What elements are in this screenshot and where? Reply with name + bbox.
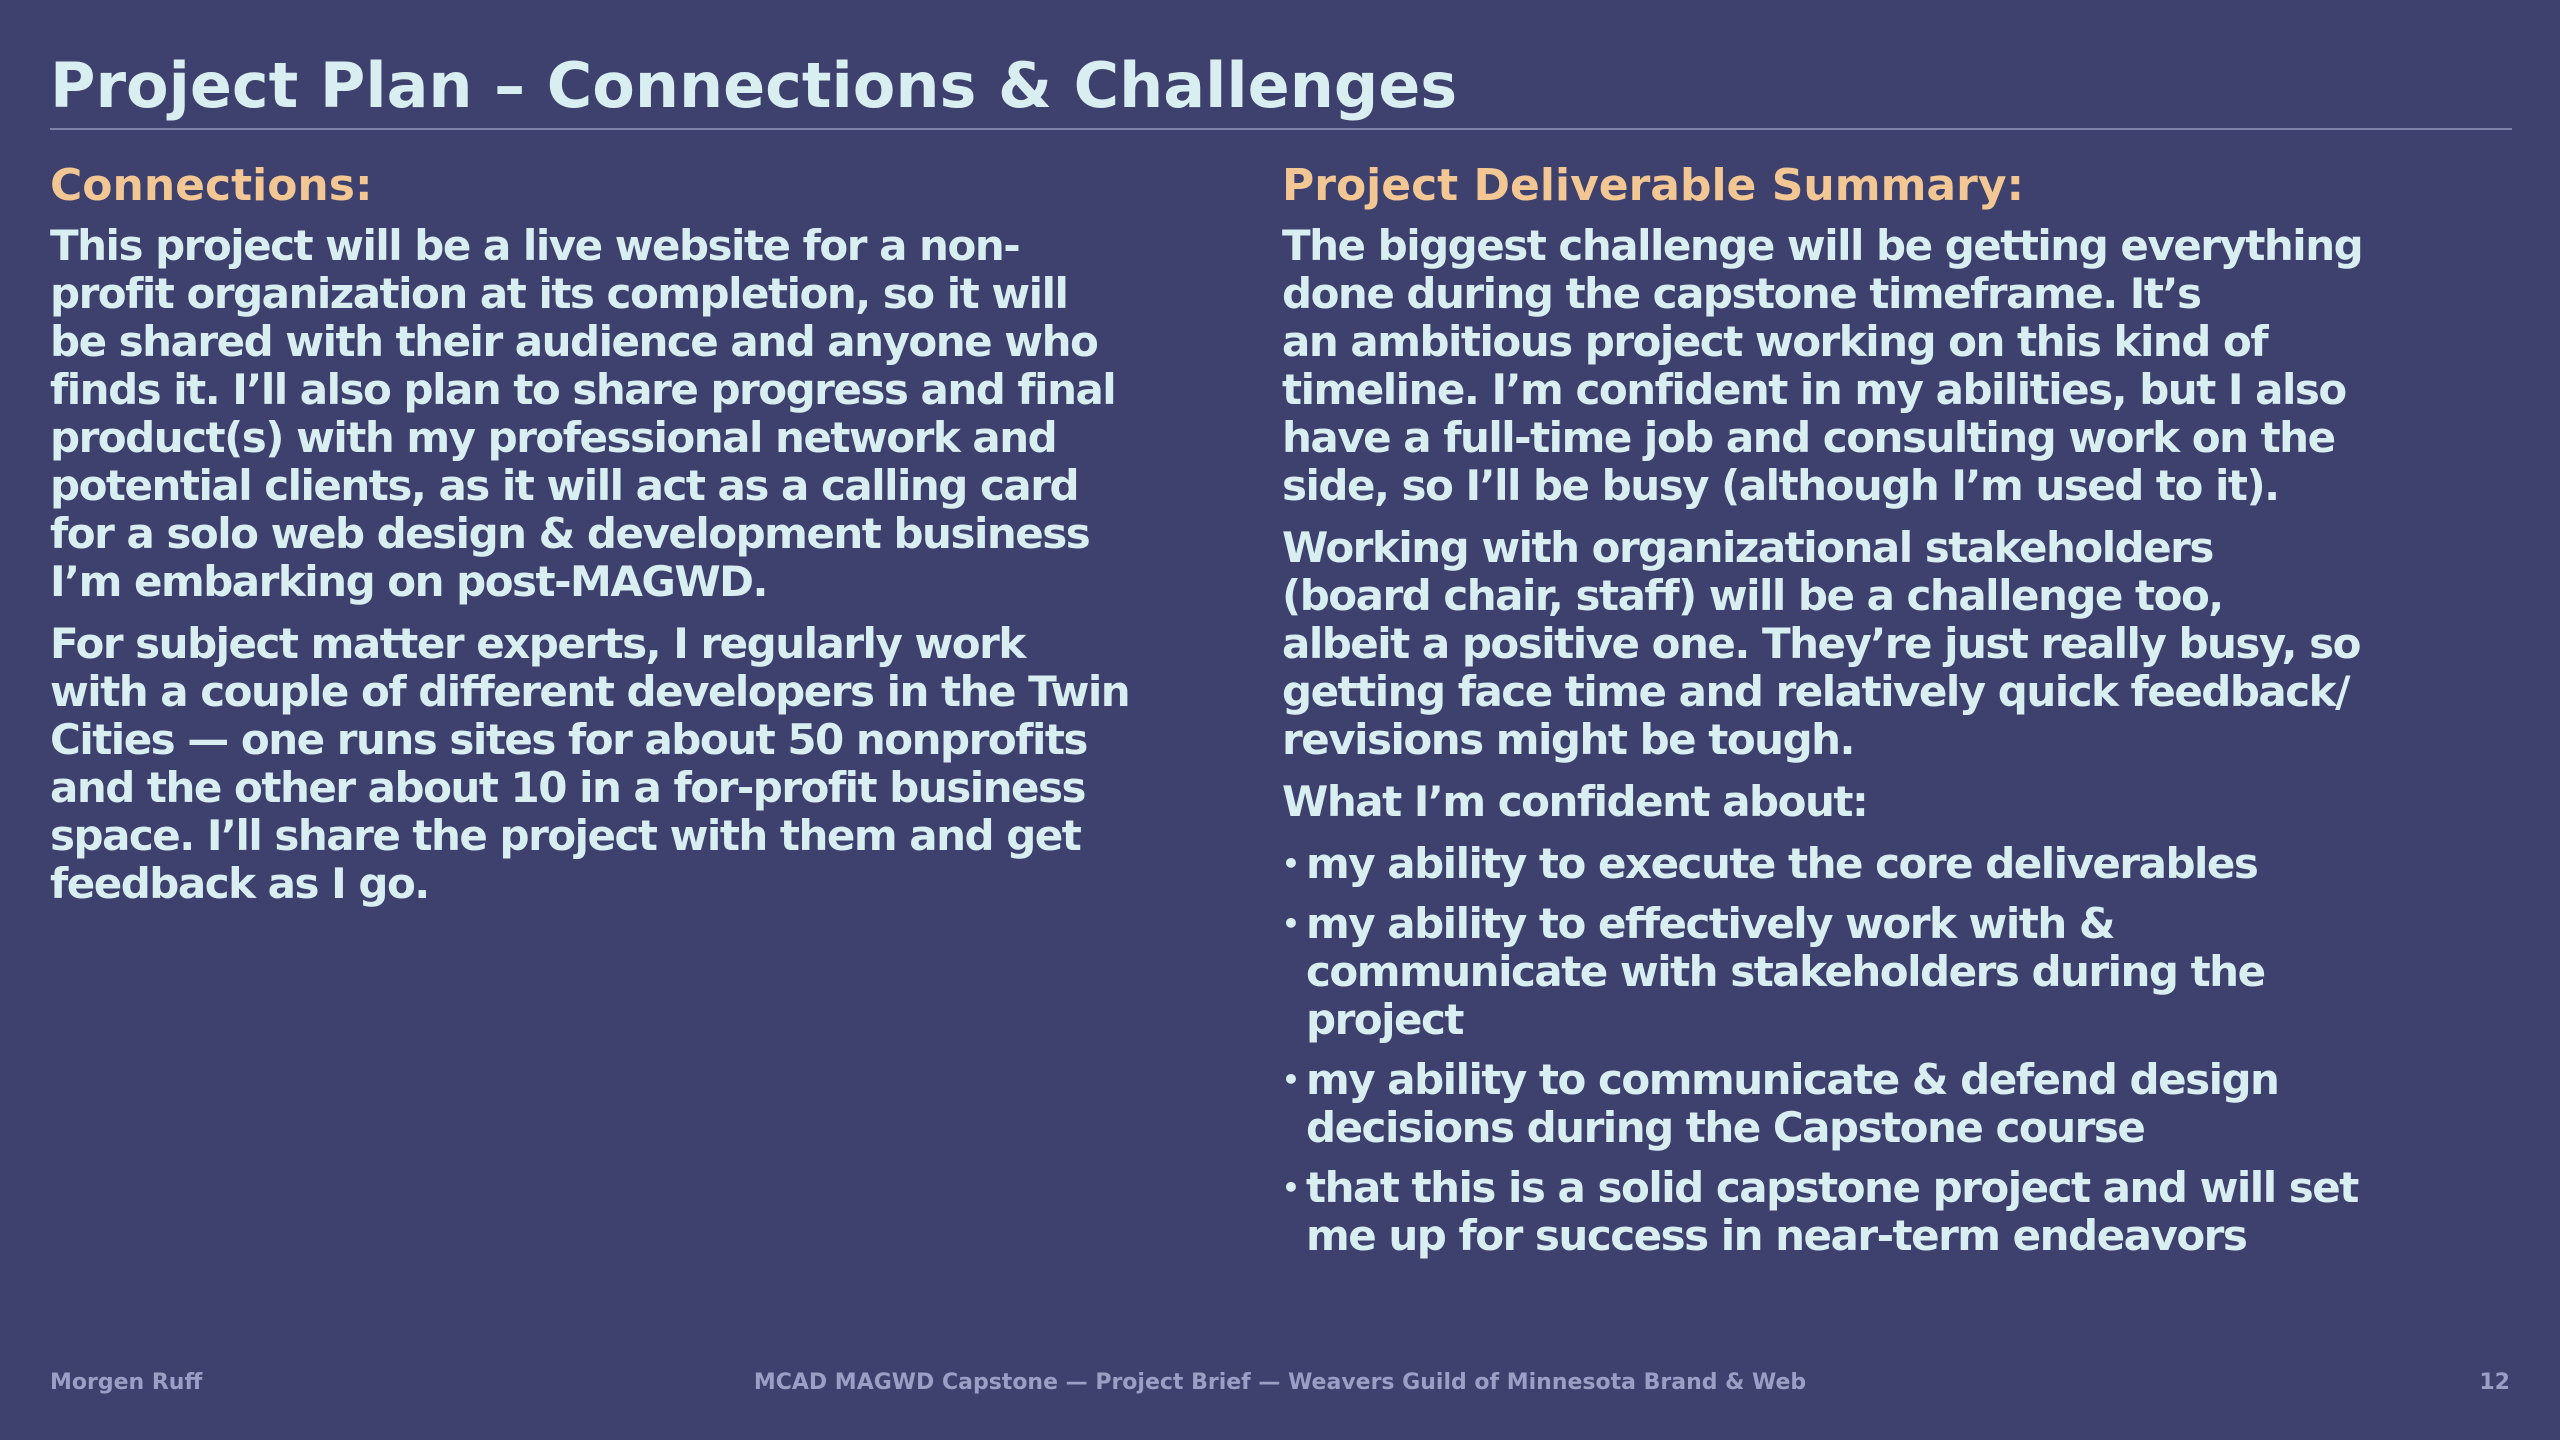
- text-line: (board chair, staff) will be a challenge too,: [1282, 571, 2223, 620]
- connections-paragraph-1: [50, 222, 1250, 606]
- text-line: space. I’ll share the project with them and get: [50, 811, 1081, 860]
- text-line: potential clients, as it will act as a calling card: [50, 461, 1079, 510]
- list-item: [1282, 1164, 2522, 1260]
- deliverable-summary-column: [1282, 156, 2522, 1272]
- text-line: profit organization at its completion, so it will: [50, 269, 1068, 318]
- text-line: that this is a solid capstone project and will set: [1306, 1163, 2358, 1212]
- text-line: For subject matter experts, I regularly work: [50, 619, 1025, 668]
- title-divider: [50, 128, 2512, 130]
- bullet-icon: •: [1282, 1171, 1299, 1204]
- summary-paragraph-2: [1282, 524, 2522, 764]
- list-item: [1282, 840, 2522, 888]
- confidence-lead-in: [1282, 778, 2522, 826]
- confidence-bullet-list: [1282, 840, 2522, 1260]
- text-line: Cities — one runs sites for about 50 nonprofits: [50, 715, 1087, 764]
- footer-author: Morgen Ruff: [50, 1370, 203, 1395]
- footer-course-title: MCAD MAGWD Capstone — Project Brief — Weavers Guild of Minnesota Brand & Web: [753, 1370, 1807, 1395]
- text-line: my ability to communicate & defend design: [1306, 1055, 2279, 1104]
- text-line: my ability to execute the core deliverables: [1306, 839, 2258, 888]
- text-line: project: [1306, 995, 1463, 1044]
- text-line: for a solo web design & development business: [50, 509, 1090, 558]
- deliverable-summary-heading: Project Deliverable Summary:: [1282, 160, 2025, 211]
- text-line: with a couple of different developers in the Twin: [50, 667, 1130, 716]
- page-number: 12: [2479, 1370, 2510, 1395]
- text-line: I’m embarking on post-MAGWD.: [50, 557, 767, 606]
- text-line: What I’m confident about:: [1282, 777, 1868, 826]
- text-line: communicate with stakeholders during the: [1306, 947, 2265, 996]
- bullet-icon: •: [1282, 847, 1299, 880]
- connections-column: [50, 156, 1250, 922]
- text-line: an ambitious project working on this kind of: [1282, 317, 2268, 366]
- slide-title: Project Plan – Connections & Challenges: [50, 49, 1458, 122]
- text-line: done during the capstone timeframe. It’s: [1282, 269, 2201, 318]
- list-item: [1282, 900, 2522, 1044]
- list-item: [1282, 1056, 2522, 1152]
- text-line: This project will be a live website for a non-: [50, 221, 1020, 270]
- text-line: timeline. I’m confident in my abilities, but I also: [1282, 365, 2346, 414]
- text-line: The biggest challenge will be getting everything: [1282, 221, 2363, 270]
- bullet-icon: •: [1282, 1063, 1299, 1096]
- text-line: finds it. I’ll also plan to share progress and final: [50, 365, 1116, 414]
- text-line: my ability to effectively work with &: [1306, 899, 2114, 948]
- text-line: product(s) with my professional network and: [50, 413, 1057, 462]
- bullet-icon: •: [1282, 907, 1299, 940]
- text-line: be shared with their audience and anyone who: [50, 317, 1098, 366]
- connections-paragraph-2: [50, 620, 1250, 908]
- connections-heading: Connections:: [50, 160, 373, 211]
- text-line: decisions during the Capstone course: [1306, 1103, 2145, 1152]
- text-line: side, so I’ll be busy (although I’m used to it).: [1282, 461, 2279, 510]
- text-line: Working with organizational stakeholders: [1282, 523, 2213, 572]
- text-line: and the other about 10 in a for-profit business: [50, 763, 1085, 812]
- text-line: me up for success in near-term endeavors: [1306, 1211, 2247, 1260]
- text-line: revisions might be tough.: [1282, 715, 1854, 764]
- text-line: getting face time and relatively quick feedback/: [1282, 667, 2349, 716]
- text-line: have a full-time job and consulting work on the: [1282, 413, 2335, 462]
- text-line: albeit a positive one. They’re just really busy, so: [1282, 619, 2360, 668]
- text-line: feedback as I go.: [50, 859, 429, 908]
- summary-paragraph-1: [1282, 222, 2522, 510]
